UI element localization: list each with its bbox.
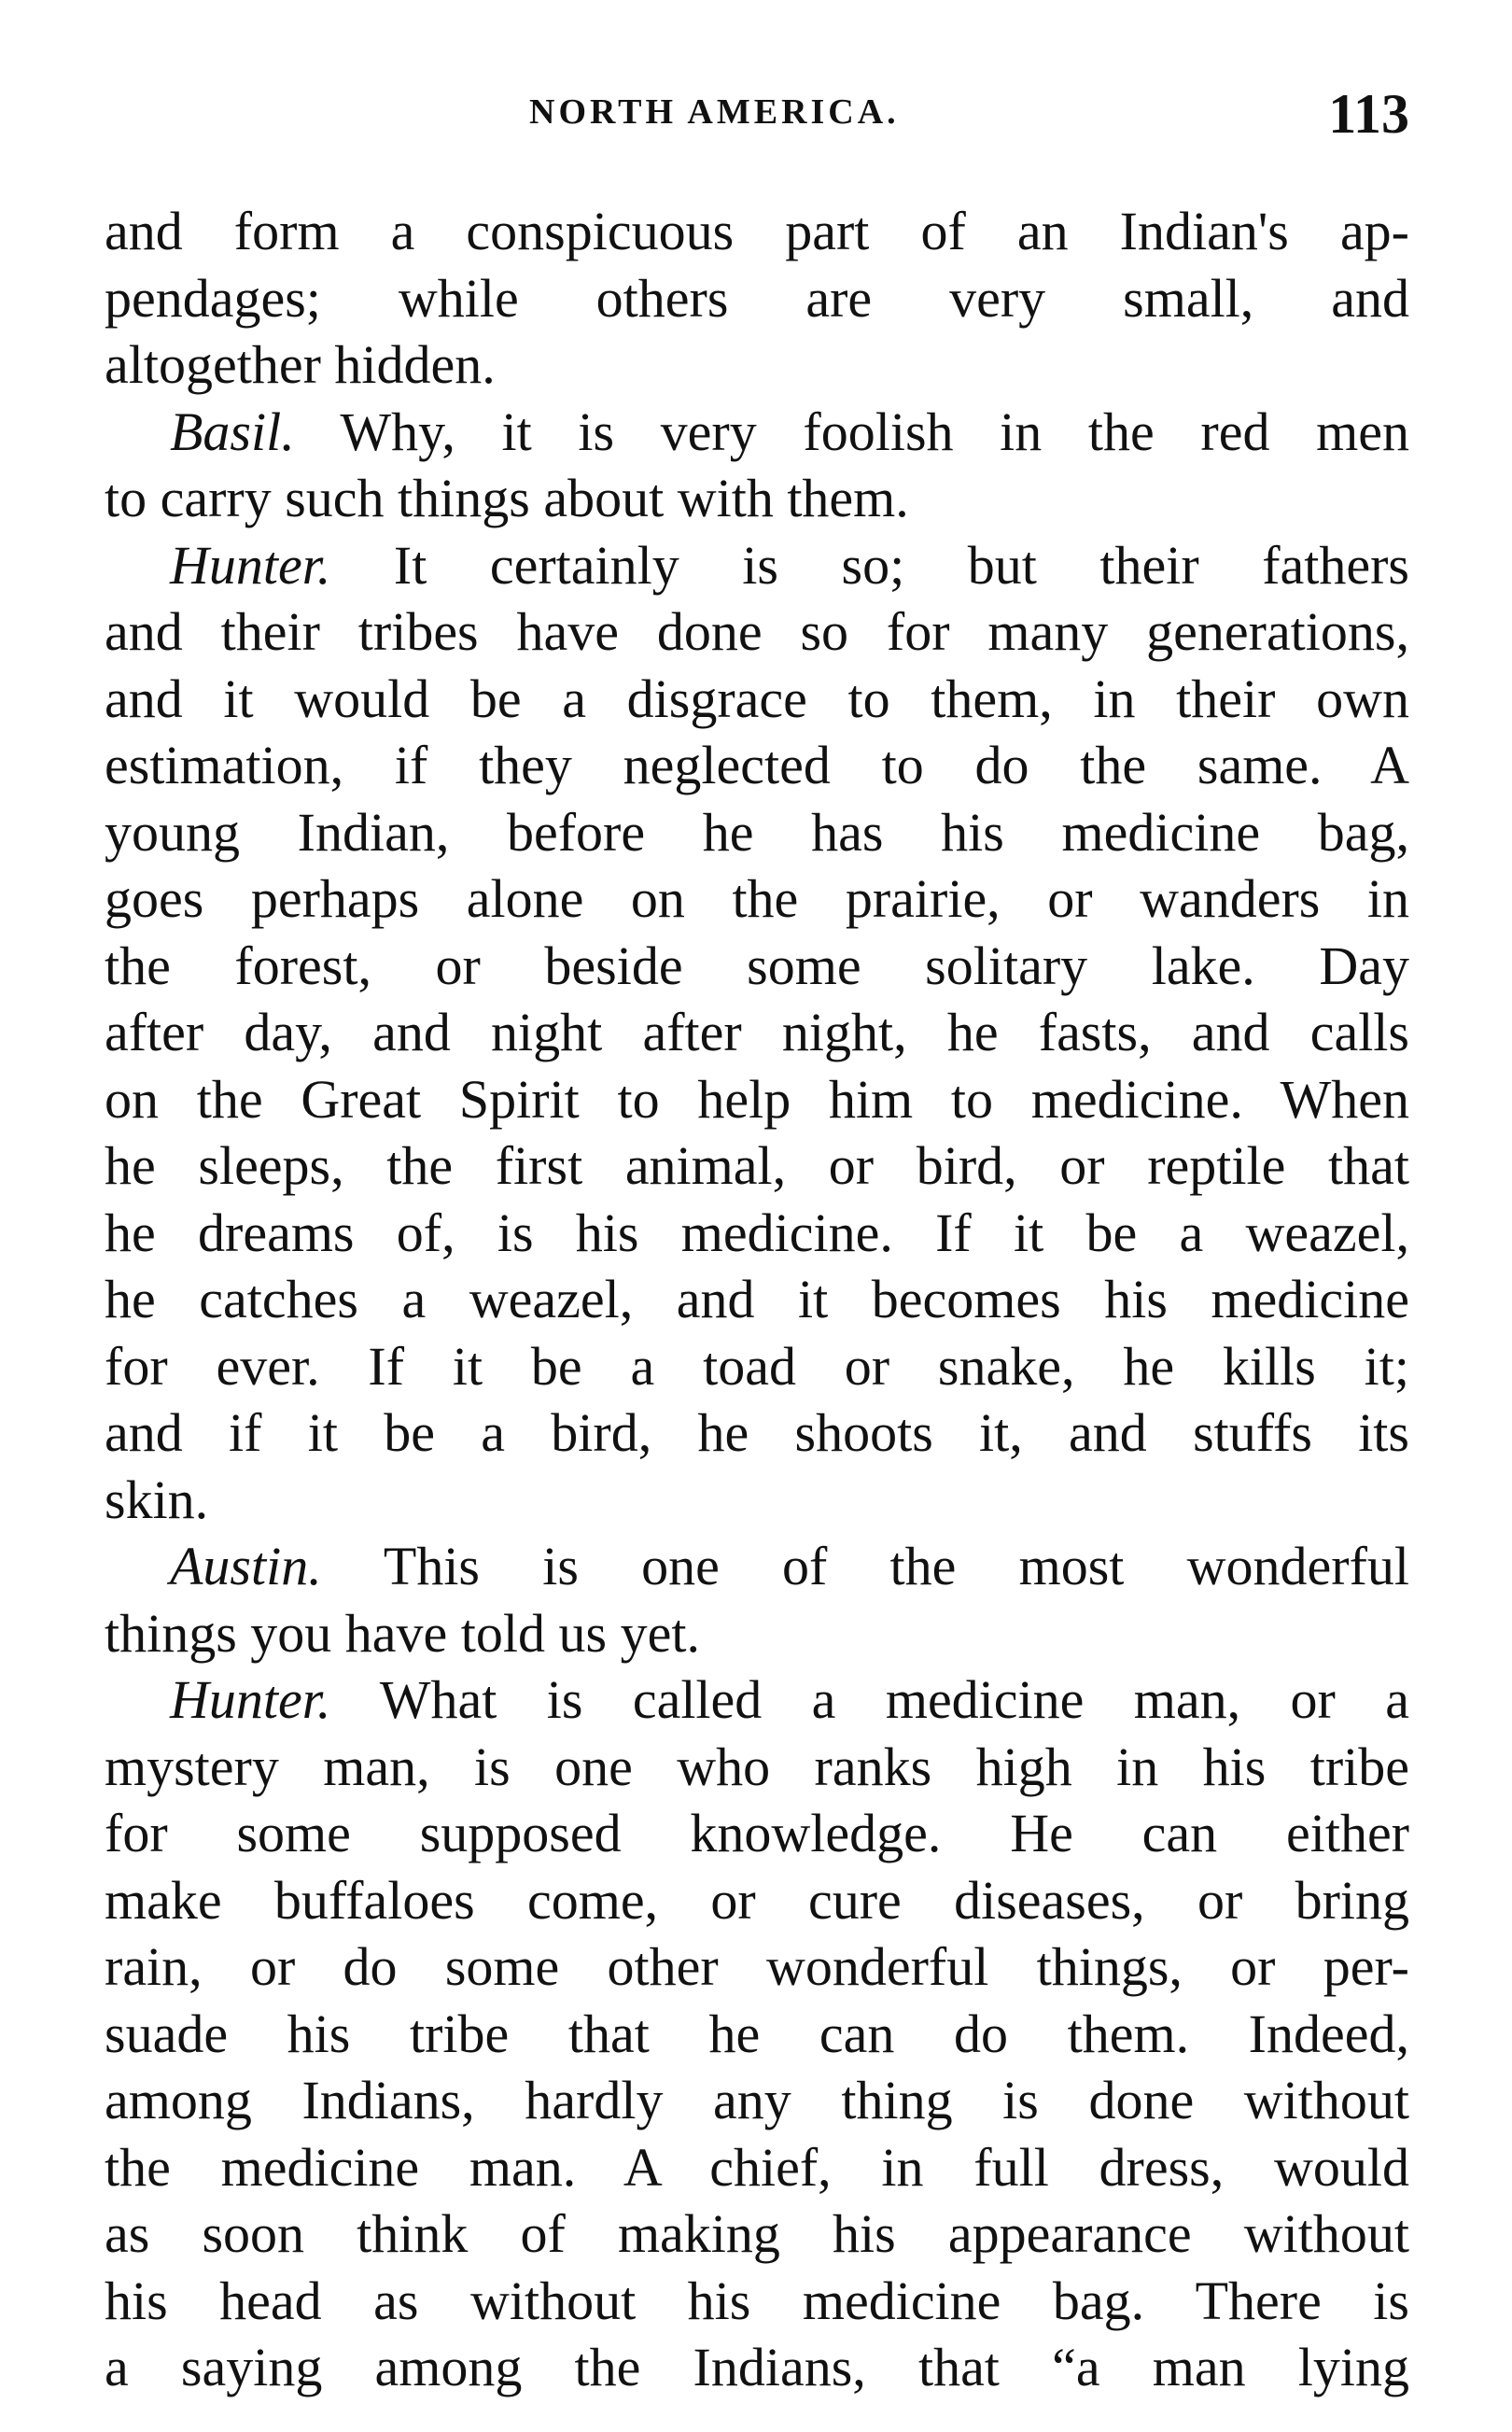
text-line: a saying among the Indians, that “a man lying bbox=[105, 2337, 1409, 2397]
text-line: among Indians, hardly any thing is done without bbox=[105, 2070, 1409, 2130]
text-line-content: What is called a medicine man, or a bbox=[379, 1669, 1409, 1730]
text-line: estimation, if they neglected to do the same. A bbox=[105, 735, 1409, 795]
text-line-content: Why, it is very foolish in the red men bbox=[340, 401, 1409, 462]
text-line-content: It certainly is so; but their fathers bbox=[393, 534, 1409, 596]
running-title: NORTH AMERICA. bbox=[529, 92, 900, 132]
text-line: and form a conspicuous part of an Indian's ap- bbox=[105, 201, 1409, 261]
text-line: pendages; while others are very small, and bbox=[105, 267, 1409, 329]
text-line bbox=[105, 399, 1409, 466]
text-line: to carry such things about with them. bbox=[105, 468, 909, 528]
text-line: the forest, or beside some solitary lake. Day bbox=[105, 935, 1409, 996]
text-line: skin. bbox=[105, 1469, 209, 1530]
speaker-name: Hunter. bbox=[170, 1669, 331, 1730]
text-line: for some supposed knowledge. He can either bbox=[105, 1803, 1409, 1863]
text-line: he sleeps, the first animal, or bird, or reptile that bbox=[105, 1135, 1409, 1196]
text-line: goes perhaps alone on the prairie, or wanders in bbox=[105, 868, 1409, 929]
text-line: suade his tribe that he can do them. Indeed, bbox=[105, 2003, 1409, 2064]
speaker-name: Basil. bbox=[170, 401, 295, 462]
speaker-name: Hunter. bbox=[170, 534, 331, 596]
text-line: after day, and night after night, he fasts, and calls bbox=[105, 1002, 1409, 1062]
text-line: and if it be a bird, he shoots it, and stuffs its bbox=[105, 1402, 1409, 1463]
running-head bbox=[105, 82, 1409, 157]
text-line: the medicine man. A chief, in full dress, would bbox=[105, 2136, 1409, 2198]
text-line: rain, or do some other wonderful things, or per- bbox=[105, 1936, 1409, 1997]
speaker-name: Austin. bbox=[170, 1536, 322, 1596]
text-line: for ever. If it be a toad or snake, he kills it; bbox=[105, 1335, 1409, 1397]
text-line: he catches a weazel, and it becomes his medicine bbox=[105, 1269, 1409, 1329]
body-text bbox=[105, 198, 1409, 2401]
text-line bbox=[105, 532, 1409, 599]
text-line: he dreams of, is his medicine. If it be a weazel, bbox=[105, 1202, 1409, 1263]
text-line bbox=[105, 1533, 1409, 1600]
text-line: his head as without his medicine bag. There is bbox=[105, 2270, 1409, 2331]
text-line: young Indian, before he has his medicine bag, bbox=[105, 801, 1409, 863]
text-line: and their tribes have done so for many generations, bbox=[105, 601, 1409, 662]
text-line: altogether hidden. bbox=[105, 334, 496, 395]
text-line: make buffaloes come, or cure diseases, or bring bbox=[105, 1869, 1409, 1931]
text-line: and it would be a disgrace to them, in their own bbox=[105, 668, 1409, 729]
text-line: mystery man, is one who ranks high in his tribe bbox=[105, 1736, 1409, 1797]
page-number: 113 bbox=[1328, 83, 1409, 145]
text-line-content: This is one of the most wonderful bbox=[383, 1536, 1409, 1596]
text-line: things you have told us yet. bbox=[105, 1602, 700, 1664]
text-line bbox=[105, 1666, 1409, 1734]
text-line: as soon think of making his appearance without bbox=[105, 2203, 1409, 2264]
text-line: on the Great Spirit to help him to medicine. When bbox=[105, 1068, 1409, 1130]
